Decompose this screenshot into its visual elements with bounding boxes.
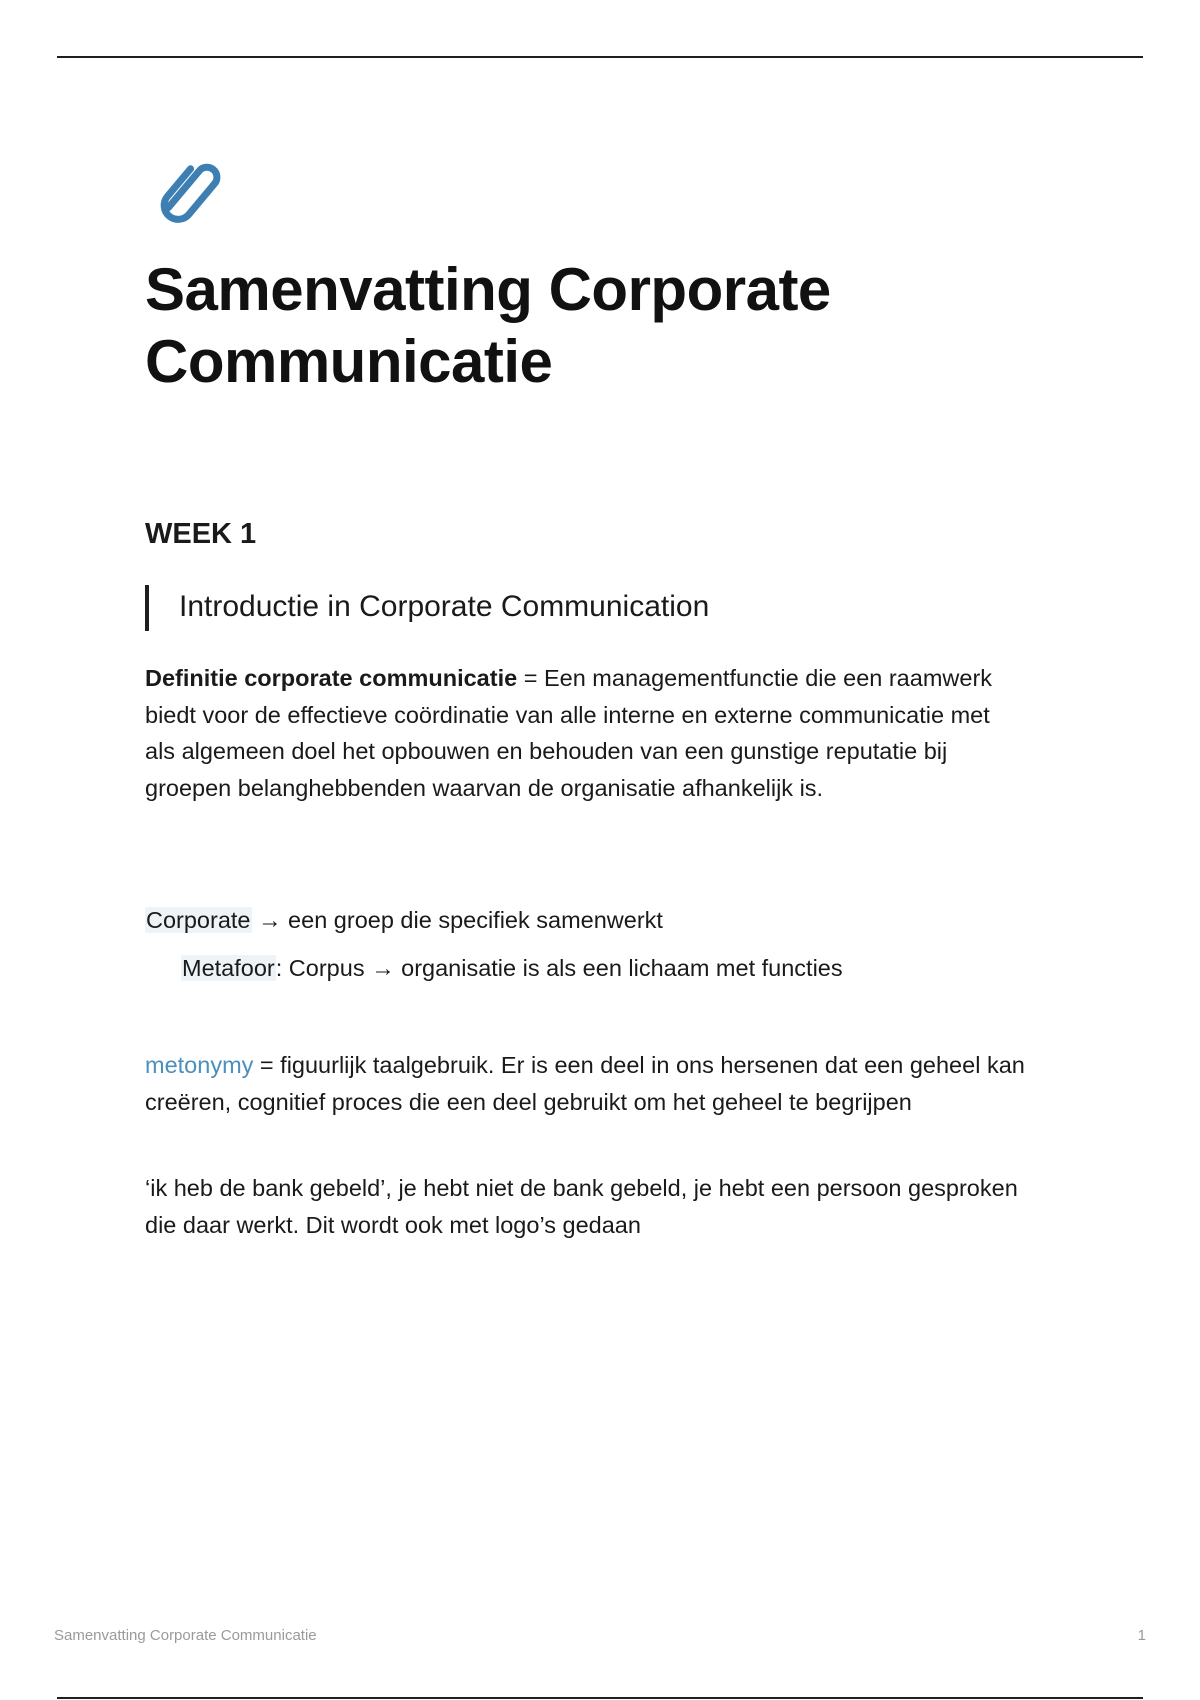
definition-text: = Een managementfunctie die een raamwerk biedt voor de effectieve coördinatie van alle interne en externe communicatie met als algemeen doel het opbouwen en behouden van een gunstige reputatie bij groepen belanghebbenden waarvan de organisatie afhankelijk is. <box>145 665 993 801</box>
page-title-line-2: Communicatie <box>145 328 553 395</box>
metafoor-term: Metafoor <box>182 955 275 981</box>
quote-bar <box>145 585 149 631</box>
page-title-line-1: Samenvatting Corporate <box>145 256 831 323</box>
corporate-text: → een groep die specifiek samenwerkt <box>251 907 663 933</box>
quote-text: Introductie in Corporate Communication <box>179 590 710 623</box>
footer-document-name: Samenvatting Corporate Communicatie <box>54 1627 317 1644</box>
example-paragraph: ‘ik heb de bank gebeld’, je hebt niet de bank gebeld, je hebt een persoon gesproken die daar werkt. Dit wordt ook met logo’s gedaan <box>145 1175 1018 1238</box>
metonymy-term: metonymy <box>145 1052 254 1078</box>
metonymy-paragraph <box>145 1047 1025 1120</box>
metafoor-text: : Corpus → organisatie is als een lichaam met functies <box>275 955 843 981</box>
definition-term: Definitie corporate communicatie <box>145 665 518 691</box>
footer-page-number: 1 <box>1137 1627 1146 1644</box>
quote-block <box>145 585 1045 631</box>
top-rule <box>57 56 1143 58</box>
metonymy-text: = figuurlijk taalgebruik. Er is een deel in ons hersenen dat een geheel kan creëren, cognitief proces die een deel gebruikt om het geheel te begrijpen <box>145 1052 1025 1115</box>
paperclip-icon <box>155 152 227 228</box>
corporate-paragraph <box>145 902 1025 939</box>
bottom-rule <box>57 1697 1143 1699</box>
week-heading: WEEK 1 <box>145 518 257 550</box>
metafoor-paragraph <box>181 950 1061 987</box>
page-title <box>145 254 1045 398</box>
definition-paragraph <box>145 660 1025 806</box>
corporate-term: Corporate <box>146 907 251 933</box>
